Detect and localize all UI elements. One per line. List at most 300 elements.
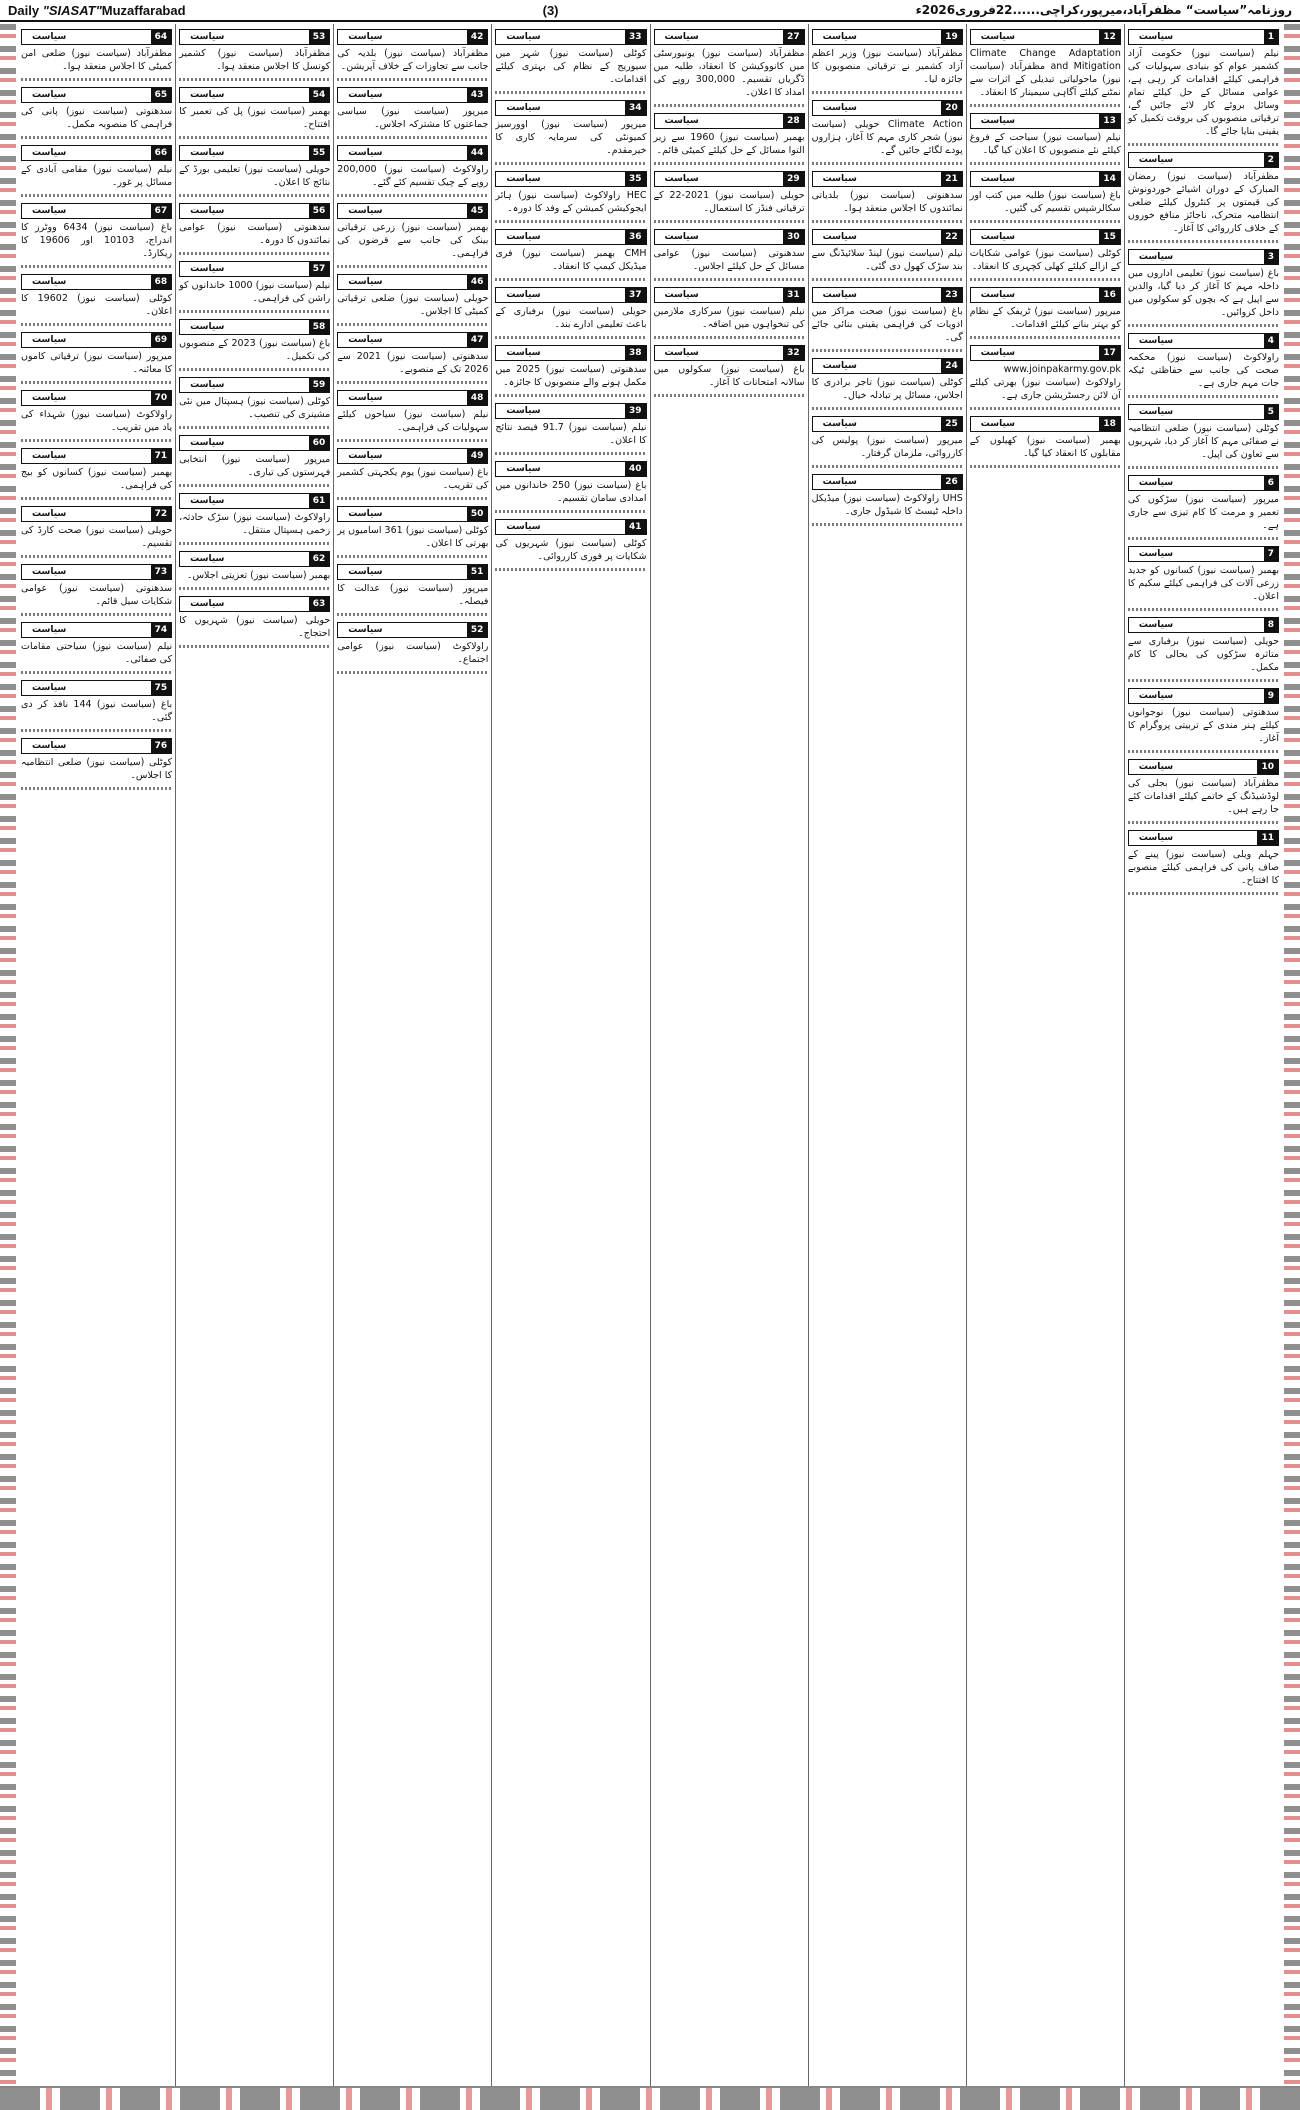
item-divider	[495, 278, 646, 281]
item-text: راولاکوٹ (سیاست نیوز) 200,000 روپے کے چیک تقسیم کئے گئے۔	[337, 164, 489, 188]
news-item	[21, 680, 172, 732]
item-text: کوٹلی (سیاست نیوز) عوامی شکایات کے ازالے کیلئے کھلی کچہری کا انعقاد۔	[969, 248, 1121, 272]
item-brand: سیاست	[348, 277, 383, 287]
item-brand: سیاست	[32, 683, 67, 693]
item-number: 64	[151, 30, 172, 44]
news-item	[179, 435, 330, 487]
item-number: 37	[625, 288, 646, 302]
news-column	[650, 24, 808, 2086]
item-text: باغ (سیاست نیوز) طلبہ میں کتب اور سکالرشپس تقسیم کی گئیں۔	[969, 190, 1121, 214]
item-brand: سیاست	[506, 464, 541, 474]
item-label-box	[179, 145, 330, 161]
item-brand: سیاست	[980, 348, 1016, 358]
item-label-box	[1128, 404, 1279, 420]
item-number: 72	[151, 507, 172, 521]
item-number: 59	[309, 378, 330, 392]
title-brand: "SIASAT"	[42, 2, 102, 18]
item-label-box	[337, 29, 488, 45]
item-label-box	[179, 377, 330, 393]
item-divider	[495, 91, 646, 94]
item-brand: سیاست	[1138, 478, 1174, 488]
item-number: 53	[309, 30, 330, 44]
item-brand: سیاست	[348, 451, 383, 461]
item-divider	[21, 439, 172, 442]
item-divider	[970, 336, 1121, 339]
item-divider	[179, 484, 330, 487]
item-label-box	[337, 390, 488, 406]
item-number: 63	[309, 597, 330, 611]
item-text: مظفرآباد (سیاست نیوز) بجلی کی لوڈشیڈنگ کے خاتمے کیلئے اقدامات کئے جا رہے ہیں۔	[1127, 778, 1279, 815]
item-label-box	[970, 287, 1121, 303]
item-brand: سیاست	[822, 361, 857, 371]
item-brand: سیاست	[348, 206, 383, 216]
item-label-box	[970, 345, 1121, 361]
news-item	[654, 113, 805, 165]
right-decorative-border	[1284, 24, 1300, 2086]
news-item	[495, 461, 646, 513]
news-item	[1128, 475, 1279, 540]
item-brand: سیاست	[190, 90, 225, 100]
item-label-box	[495, 461, 646, 477]
item-label-box	[654, 113, 805, 129]
item-divider	[654, 336, 805, 339]
item-brand: سیاست	[822, 477, 857, 487]
item-divider	[337, 555, 488, 558]
news-item	[337, 622, 488, 674]
item-brand: سیاست	[506, 103, 541, 113]
item-brand: سیاست	[980, 174, 1016, 184]
item-brand: سیاست	[348, 393, 383, 403]
page-frame	[0, 24, 1300, 2086]
news-item	[970, 345, 1121, 410]
item-brand: سیاست	[980, 232, 1016, 242]
item-text: راولاکوٹ (سیاست نیوز) عوامی اجتماع۔	[337, 641, 489, 665]
item-text: مظفرآباد (سیاست نیوز) ضلعی امن کمیٹی کا اجلاس منعقد ہوا۔	[21, 48, 173, 72]
item-number: 11	[1257, 831, 1278, 845]
item-label-box	[21, 738, 172, 754]
item-text: مظفرآباد (سیاست نیوز) کشمیر کونسل کا اجلاس منعقد ہوا۔	[179, 48, 331, 72]
news-item	[654, 287, 805, 339]
item-text: کوٹلی (سیاست نیوز) 19602 کا اعلان۔	[21, 293, 173, 317]
item-divider	[21, 194, 172, 197]
item-brand: سیاست	[190, 438, 225, 448]
item-divider	[1128, 608, 1279, 611]
item-label-box	[337, 332, 488, 348]
item-brand: سیاست	[348, 335, 383, 345]
item-brand: سیاست	[506, 290, 541, 300]
item-brand: سیاست	[32, 567, 67, 577]
item-number: 20	[941, 101, 962, 115]
item-text: کوٹلی (سیاست نیوز) شہریوں کی شکایات پر فوری کارروائی۔	[495, 538, 647, 562]
masthead-title	[8, 3, 186, 18]
item-divider	[21, 729, 172, 732]
item-label-box	[21, 87, 172, 103]
item-divider	[337, 613, 488, 616]
item-divider	[179, 542, 330, 545]
item-number: 33	[625, 30, 646, 44]
item-brand: سیاست	[664, 116, 699, 126]
item-number: 8	[1264, 618, 1278, 632]
item-brand: سیاست	[32, 625, 67, 635]
item-number: 40	[625, 462, 646, 476]
item-brand: سیاست	[190, 599, 225, 609]
news-item	[970, 113, 1121, 165]
item-divider	[179, 78, 330, 81]
item-divider	[812, 278, 963, 281]
item-divider	[21, 555, 172, 558]
item-divider	[812, 349, 963, 352]
item-divider	[970, 407, 1121, 410]
news-column	[18, 24, 175, 2086]
news-item	[21, 564, 172, 616]
item-text: سدھنوتی (سیاست نیوز) عوامی مسائل کے حل کیلئے اجلاس۔	[653, 248, 805, 272]
item-label-box	[21, 564, 172, 580]
item-brand: سیاست	[1138, 833, 1174, 843]
news-item	[812, 474, 963, 526]
item-label-box	[654, 287, 805, 303]
item-number: 6	[1264, 476, 1278, 490]
item-number: 21	[941, 172, 962, 186]
item-text: کوٹلی (سیاست نیوز) ضلعی انتظامیہ کا اجلاس۔	[21, 757, 173, 781]
item-label-box	[495, 29, 646, 45]
item-brand: سیاست	[664, 290, 699, 300]
news-item	[495, 171, 646, 223]
item-number: 12	[1099, 30, 1120, 44]
item-text: نیلم (سیاست نیوز) سیاحت کے فروغ کیلئے نئے منصوبوں کا اعلان کیا گیا۔	[969, 132, 1121, 156]
item-brand: سیاست	[822, 32, 857, 42]
item-number: 68	[151, 275, 172, 289]
item-number: 70	[151, 391, 172, 405]
news-item	[1128, 333, 1279, 398]
item-divider	[179, 587, 330, 590]
item-number: 14	[1099, 172, 1120, 186]
item-divider	[495, 568, 646, 571]
item-number: 38	[625, 346, 646, 360]
item-text: میرپور (سیاست نیوز) پولیس کی کارروائی، ملزمان گرفتار۔	[811, 435, 963, 459]
news-column	[966, 24, 1124, 2086]
news-item	[1128, 617, 1279, 682]
item-text: سدھنوتی (سیاست نیوز) 2021 سے 2026 تک کے منصوبے۔	[337, 351, 489, 375]
item-divider	[495, 452, 646, 455]
footer-border	[0, 2086, 1300, 2110]
item-text: نیلم (سیاست نیوز) مقامی آبادی کے مسائل پر غور۔	[21, 164, 173, 188]
news-item	[179, 87, 330, 139]
item-divider	[337, 381, 488, 384]
item-brand: سیاست	[1138, 762, 1174, 772]
news-item	[1128, 759, 1279, 824]
item-text: بھمبر (سیاست نیوز) 1960 سے زیر التوا مسائل کے حل کیلئے کمیٹی قائم۔	[653, 132, 805, 156]
item-number: 46	[467, 275, 488, 289]
item-divider	[1128, 240, 1279, 243]
item-label-box	[654, 29, 805, 45]
news-item	[337, 203, 488, 268]
item-divider	[179, 645, 330, 648]
item-number: 39	[625, 404, 646, 418]
item-label-box	[337, 448, 488, 464]
news-item	[812, 229, 963, 281]
item-text: حویلی (سیاست نیوز) ضلعی ترقیاتی کمیٹی کا اجلاس۔	[337, 293, 489, 317]
item-text: CMH بھمبر (سیاست نیوز) فری میڈیکل کیمپ کا انعقاد۔	[495, 248, 647, 272]
item-divider	[812, 162, 963, 165]
news-item	[21, 203, 172, 268]
item-brand: سیاست	[32, 335, 67, 345]
item-label-box	[812, 474, 963, 490]
item-divider	[495, 220, 646, 223]
item-number: 30	[783, 230, 804, 244]
item-brand: سیاست	[506, 32, 541, 42]
item-divider	[21, 78, 172, 81]
item-divider	[970, 104, 1121, 107]
news-item	[1128, 830, 1279, 895]
item-number: 51	[467, 565, 488, 579]
item-label-box	[1128, 152, 1279, 168]
item-text: سدھنوتی (سیاست نیوز) بلدیاتی نمائندوں کا اجلاس منعقد ہوا۔	[811, 190, 963, 214]
item-number: 43	[467, 88, 488, 102]
item-number: 56	[309, 204, 330, 218]
news-item	[179, 493, 330, 545]
item-brand: سیاست	[32, 277, 67, 287]
item-label-box	[812, 171, 963, 187]
item-number: 74	[151, 623, 172, 637]
item-text: نیلم (سیاست نیوز) لینڈ سلائیڈنگ سے بند سڑک کھول دی گئی۔	[811, 248, 963, 272]
item-label-box	[495, 171, 646, 187]
news-item	[812, 287, 963, 352]
item-label-box	[337, 87, 488, 103]
item-number: 47	[467, 333, 488, 347]
urdu-header: روزنامہ”سیاست“ مظفرآباد،میرپور،کراچی......22فروری2026ء	[915, 3, 1292, 17]
news-item	[21, 145, 172, 197]
item-label-box	[1128, 333, 1279, 349]
item-label-box	[179, 29, 330, 45]
item-text: بھمبر (سیاست نیوز) کسانوں کو جدید زرعی آلات کی فراہمی کیلئے سکیم کا اعلان۔	[1127, 565, 1279, 602]
item-divider	[21, 136, 172, 139]
item-number: 5	[1264, 405, 1278, 419]
item-number: 29	[783, 172, 804, 186]
news-column	[491, 24, 649, 2086]
item-brand: سیاست	[32, 90, 67, 100]
item-brand: سیاست	[32, 393, 67, 403]
item-brand: سیاست	[32, 509, 67, 519]
item-text: مظفرآباد (سیاست نیوز) رمضان المبارک کے دوران اشیائے خوردونوش کی قیمتوں پر کنٹرول کیلئے ضلعی انتظامیہ متحرک، ناجائز منافع خوروں کے خلاف کارروائی کا آغاز۔	[1127, 171, 1279, 234]
item-number: 16	[1099, 288, 1120, 302]
item-text: Climate Change Adaptation and Mitigation مظفرآباد (سیاست نیوز) ماحولیاتی تبدیلی کے اثرات سے نمٹنے کیلئے آگاہی سیمینار کا انعقاد۔	[969, 48, 1121, 98]
item-divider	[1128, 750, 1279, 753]
item-label-box	[495, 287, 646, 303]
item-number: 22	[941, 230, 962, 244]
news-item	[1128, 152, 1279, 243]
item-brand: سیاست	[32, 451, 67, 461]
item-text: باغ (سیاست نیوز) 6434 ووٹرز کا اندراج، 10103 اور 19606 کا ریکارڈ۔	[21, 222, 173, 259]
news-item	[337, 332, 488, 384]
item-label-box	[1128, 475, 1279, 491]
item-text: سدھنوتی (سیاست نیوز) عوامی نمائندوں کا دورہ۔	[179, 222, 331, 246]
item-label-box	[654, 229, 805, 245]
item-brand: سیاست	[980, 419, 1016, 429]
item-number: 32	[783, 346, 804, 360]
item-brand: سیاست	[348, 625, 383, 635]
news-item	[337, 390, 488, 442]
item-brand: سیاست	[348, 90, 383, 100]
item-text: نیلم (سیاست نیوز) حکومت آزاد کشمیر عوام کو بنیادی سہولیات کی فراہمی کیلئے اقدامات کر رہی ہے، عوامی مسائل کے حل کیلئے تمام وسائل بروئے کار لائے جائیں گے، ترقیاتی منصوبوں کی بروقت تکمیل کو یقینی بنایا جائے گا۔	[1127, 48, 1279, 137]
news-item	[495, 229, 646, 281]
item-label-box	[970, 229, 1121, 245]
item-text: باغ (سیاست نیوز) یوم یکجہتی کشمیر کی تقریب۔	[337, 467, 489, 491]
news-item	[337, 448, 488, 500]
page-number: (3)	[542, 2, 559, 18]
item-text: کوٹلی (سیاست نیوز) تاجر برادری کا اجلاس، مسائل پر تبادلہ خیال۔	[811, 377, 963, 401]
item-divider	[179, 252, 330, 255]
item-text: سدھنوتی (سیاست نیوز) نوجوانوں کیلئے ہنر مندی کے تربیتی پروگرام کا آغاز۔	[1127, 707, 1279, 744]
item-text: UHS راولاکوٹ (سیاست نیوز) میڈیکل داخلہ ٹیسٹ کا شیڈول جاری۔	[811, 493, 963, 517]
item-number: 1	[1264, 30, 1278, 44]
item-number: 2	[1264, 153, 1278, 167]
item-brand: سیاست	[1138, 691, 1174, 701]
item-number: 57	[309, 262, 330, 276]
item-text: بھمبر (سیاست نیوز) زرعی ترقیاتی بینک کی جانب سے قرضوں کی فراہمی۔	[337, 222, 489, 259]
item-text: میرپور (سیاست نیوز) اوورسیز کمیونٹی کی سرمایہ کاری کا خیرمقدم۔	[495, 119, 647, 156]
item-label-box	[179, 596, 330, 612]
item-divider	[1128, 679, 1279, 682]
left-decorative-border	[0, 24, 16, 2086]
item-text: میرپور (سیاست نیوز) عدالت کا فیصلہ۔	[337, 583, 489, 607]
item-number: 18	[1099, 417, 1120, 431]
news-item	[179, 261, 330, 313]
item-divider	[337, 136, 488, 139]
item-divider	[337, 265, 488, 268]
item-divider	[337, 671, 488, 674]
news-item	[970, 287, 1121, 339]
item-label-box	[495, 345, 646, 361]
item-label-box	[337, 622, 488, 638]
item-divider	[495, 162, 646, 165]
item-brand: سیاست	[822, 174, 857, 184]
item-label-box	[1128, 249, 1279, 265]
item-number: 13	[1099, 114, 1120, 128]
news-item	[812, 29, 963, 94]
item-brand: سیاست	[190, 148, 225, 158]
item-brand: سیاست	[980, 32, 1016, 42]
item-divider	[970, 162, 1121, 165]
item-label-box	[179, 493, 330, 509]
item-text: HEC راولاکوٹ (سیاست نیوز) ہائر ایجوکیشن کمیشن کے وفد کا دورہ۔	[495, 190, 647, 214]
title-prefix: Daily	[8, 2, 40, 18]
item-text: راولاکوٹ (سیاست نیوز) محکمہ صحت کی جانب سے حفاظتی ٹیکہ جات مہم جاری ہے۔	[1127, 352, 1279, 389]
item-divider	[654, 394, 805, 397]
news-item	[495, 100, 646, 165]
item-label-box	[812, 287, 963, 303]
item-divider	[654, 220, 805, 223]
item-label-box	[21, 506, 172, 522]
news-item	[179, 203, 330, 255]
item-text: بھمبر (سیاست نیوز) کسانوں کو بیج کی فراہمی۔	[21, 467, 173, 491]
news-item	[495, 403, 646, 455]
item-divider	[179, 136, 330, 139]
item-text: باغ (سیاست نیوز) سکولوں میں سالانہ امتحانات کا آغاز۔	[653, 364, 805, 388]
news-item	[21, 622, 172, 674]
item-text: کوٹلی (سیاست نیوز) شہر میں سیوریج کے نظام کی بہتری کیلئے اقدامات۔	[495, 48, 647, 85]
news-column	[333, 24, 491, 2086]
item-label-box	[970, 416, 1121, 432]
item-divider	[495, 510, 646, 513]
item-brand: سیاست	[822, 232, 857, 242]
item-number: 48	[467, 391, 488, 405]
item-text: میرپور (سیاست نیوز) سڑکوں کی تعمیر و مرمت کا کام تیزی سے جاری ہے۔	[1127, 494, 1279, 531]
item-number: 36	[625, 230, 646, 244]
news-item	[179, 596, 330, 648]
item-brand: سیاست	[190, 380, 225, 390]
news-item	[1128, 546, 1279, 611]
item-label-box	[495, 229, 646, 245]
masthead	[0, 0, 1300, 22]
item-text: باغ (سیاست نیوز) 144 نافذ کر دی گئی۔	[21, 699, 173, 723]
item-brand: سیاست	[190, 554, 225, 564]
item-brand: سیاست	[1138, 620, 1174, 630]
item-label-box	[337, 506, 488, 522]
item-label-box	[1128, 759, 1279, 775]
item-brand: سیاست	[348, 567, 383, 577]
item-brand: سیاست	[506, 406, 541, 416]
item-label-box	[337, 145, 488, 161]
item-number: 67	[151, 204, 172, 218]
item-brand: سیاست	[348, 148, 383, 158]
item-text: میرپور (سیاست نیوز) سیاسی جماعتوں کا مشترکہ اجلاس۔	[337, 106, 489, 130]
item-number: 65	[151, 88, 172, 102]
item-divider	[1128, 466, 1279, 469]
item-text: نیلم (سیاست نیوز) 1000 خاندانوں کو راشن کی فراہمی۔	[179, 280, 331, 304]
item-number: 44	[467, 146, 488, 160]
news-item	[495, 287, 646, 339]
item-number: 66	[151, 146, 172, 160]
news-item	[970, 229, 1121, 281]
item-divider	[21, 381, 172, 384]
item-number: 7	[1264, 547, 1278, 561]
item-divider	[21, 265, 172, 268]
item-divider	[21, 323, 172, 326]
news-item	[21, 506, 172, 558]
item-label-box	[495, 100, 646, 116]
news-item	[21, 29, 172, 81]
news-item	[495, 345, 646, 397]
item-brand: سیاست	[190, 32, 225, 42]
news-item	[21, 738, 172, 790]
item-brand: سیاست	[822, 103, 857, 113]
item-text: باغ (سیاست نیوز) صحت مراکز میں ادویات کی فراہمی یقینی بنائی جائے گی۔	[811, 306, 963, 343]
item-divider	[654, 162, 805, 165]
item-label-box	[21, 680, 172, 696]
news-item	[495, 29, 646, 94]
item-number: 24	[941, 359, 962, 373]
item-brand: سیاست	[1138, 336, 1174, 346]
item-brand: سیاست	[190, 206, 225, 216]
item-label-box	[21, 390, 172, 406]
news-item	[812, 416, 963, 468]
news-item	[337, 564, 488, 616]
item-label-box	[337, 274, 488, 290]
item-divider	[1128, 821, 1279, 824]
news-item	[1128, 404, 1279, 469]
news-item	[179, 319, 330, 371]
item-label-box	[179, 87, 330, 103]
news-item	[179, 377, 330, 429]
item-divider	[179, 368, 330, 371]
item-label-box	[21, 622, 172, 638]
item-text: میرپور (سیاست نیوز) ترقیاتی کاموں کا معائنہ۔	[21, 351, 173, 375]
item-text: باغ (سیاست نیوز) تعلیمی اداروں میں داخلہ مہم کا آغاز کر دیا گیا، والدین سے اپیل ہے کہ بچوں کو سکولوں میں داخل کروائیں۔	[1127, 268, 1279, 318]
item-divider	[654, 104, 805, 107]
item-number: 61	[309, 494, 330, 508]
item-divider	[495, 394, 646, 397]
item-brand: سیاست	[32, 148, 67, 158]
